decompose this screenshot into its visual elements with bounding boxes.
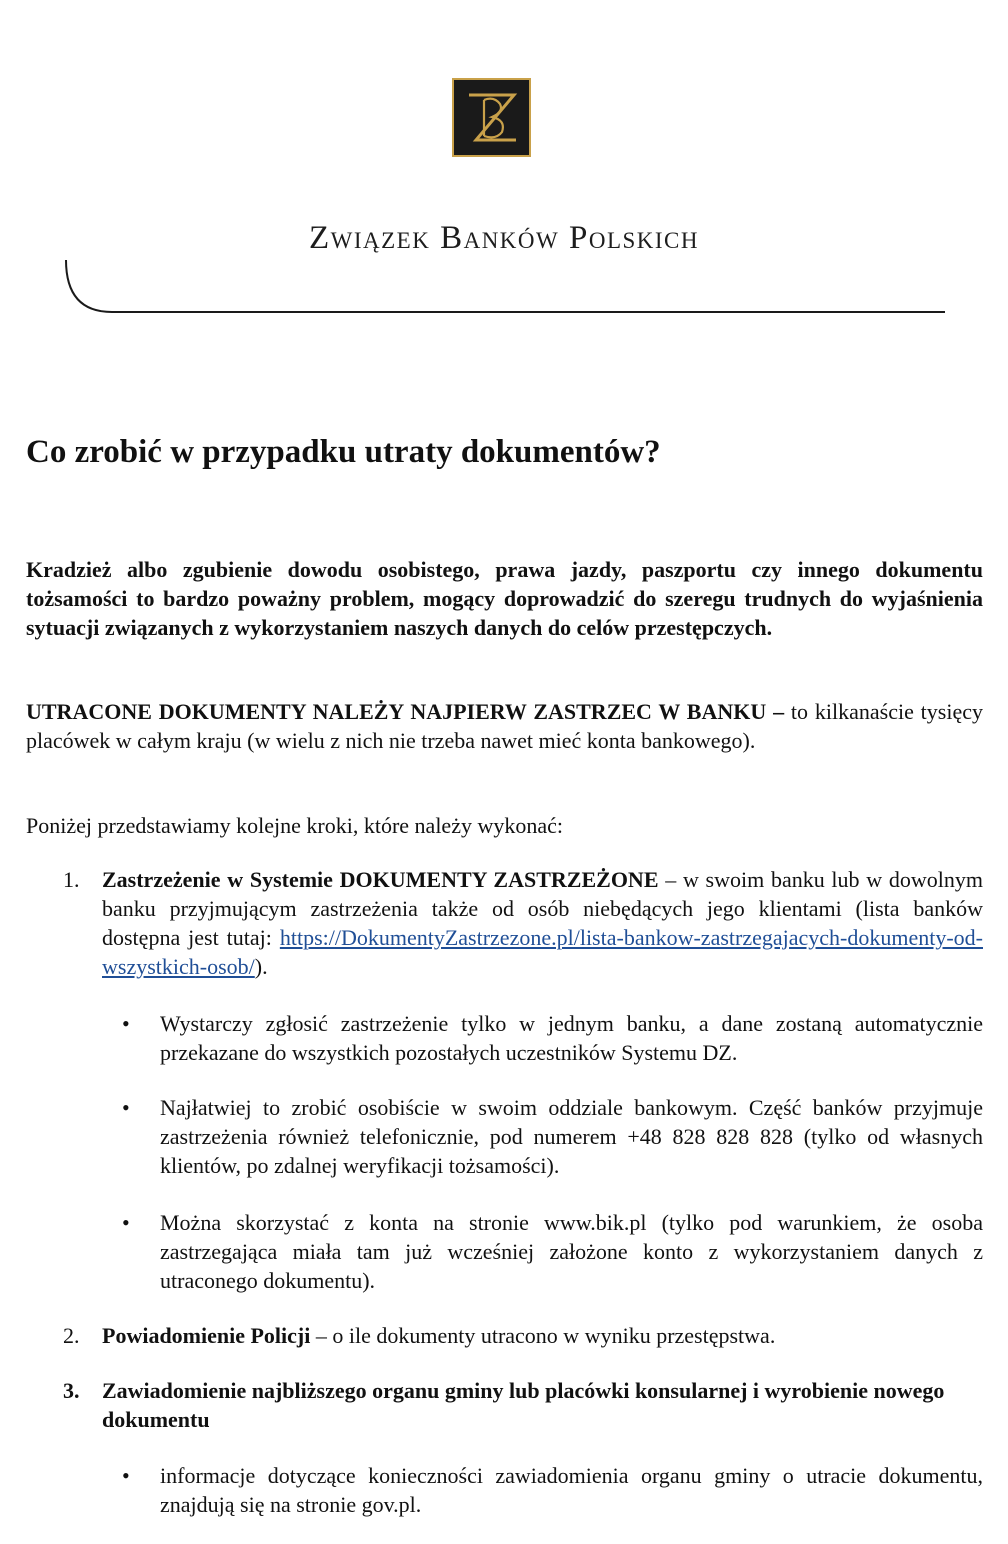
step-number: 1.: [63, 867, 80, 892]
step-3-bullet-1: informacje dotyczące konieczności zawiadomienia organu gminy o utracie dokumentu, znajdują się na stronie gov.pl.: [160, 1463, 983, 1517]
bullet-icon: •: [122, 1463, 130, 1488]
step-3-text: Zawiadomienie najbliższego organu gminy lub placówki konsularnej i wyrobienie nowego dokumentu: [102, 1378, 945, 1432]
intro-paragraph: Kradzież albo zgubienie dowodu osobistego, prawa jazdy, paszportu czy innego dokumentu tożsamości to bardzo poważny problem, mogący doprowadzić do szeregu trudnych do wyjaśnienia sytuacji związanych z wykorzystaniem naszych danych do celów przestępczych.: [26, 557, 983, 640]
step-1-before-link: – w swoim banku lub w dowolnym banku przyjmującym zastrzeżenia także od osób niebędących jego klientami (lista banków dostępna jest tutaj:: [102, 867, 983, 950]
step-2-bold: Powiadomienie Policji: [102, 1323, 311, 1348]
warning-text: to kilkanaście tysięcy placówek w całym kraju (w wielu z nich nie trzeba nawet mieć konta bankowego).: [26, 699, 983, 753]
warning-bold: UTRACONE DOKUMENTY NALEŻY NAJPIERW ZASTRZEC W BANKU –: [26, 699, 785, 724]
warning-paragraph: [26, 697, 983, 755]
zbp-monogram-icon: [454, 80, 529, 155]
step-2-rest: – o ile dokumenty utracono w wyniku przestępstwa.: [310, 1323, 776, 1348]
bank-list-link[interactable]: https://DokumentyZastrzezone.pl/lista-bankow-zastrzegajacych-dokumenty-od-wszystkich-osob/: [102, 925, 983, 979]
step-1-after-link: ).: [254, 954, 268, 979]
bullet-icon: •: [122, 1011, 130, 1036]
step-1-bold: Zastrzeżenie w Systemie DOKUMENTY ZASTRZEŻONE: [102, 867, 659, 892]
bullet-icon: •: [122, 1095, 130, 1120]
page-title: Co zrobić w przypadku utraty dokumentów?: [26, 434, 661, 470]
header-swoosh-divider: [0, 250, 1008, 320]
step-1-bullet-1: Wystarczy zgłosić zastrzeżenie tylko w jednym banku, a dane zostaną automatycznie przekazane do wszystkich pozostałych uczestników Systemu DZ.: [160, 1011, 983, 1065]
bullet-icon: •: [122, 1210, 130, 1235]
step-number: 2.: [63, 1323, 80, 1348]
step-1-bullet-3: Można skorzystać z konta na stronie www.bik.pl (tylko pod warunkiem, że osoba zastrzegająca miała tam już wcześniej założone konto z wykorzystaniem danych z utraconego dokumentu).: [160, 1210, 983, 1293]
step-number: 3.: [63, 1378, 80, 1403]
step-1-bullet-2: Najłatwiej to zrobić osobiście w swoim oddziale bankowym. Część banków przyjmuje zastrzeżenia również telefonicznie, pod numerem +48 828 828 828 (tylko od własnych klientów, po zdalnej weryfikacji tożsamości).: [160, 1095, 983, 1178]
zbp-logo: [452, 78, 531, 157]
step-1-text: [102, 865, 983, 981]
steps-intro: Poniżej przedstawiamy kolejne kroki, które należy wykonać:: [26, 813, 563, 838]
step-2-text: [102, 1321, 983, 1350]
organization-name: Związek Banków Polskich: [308, 220, 700, 256]
